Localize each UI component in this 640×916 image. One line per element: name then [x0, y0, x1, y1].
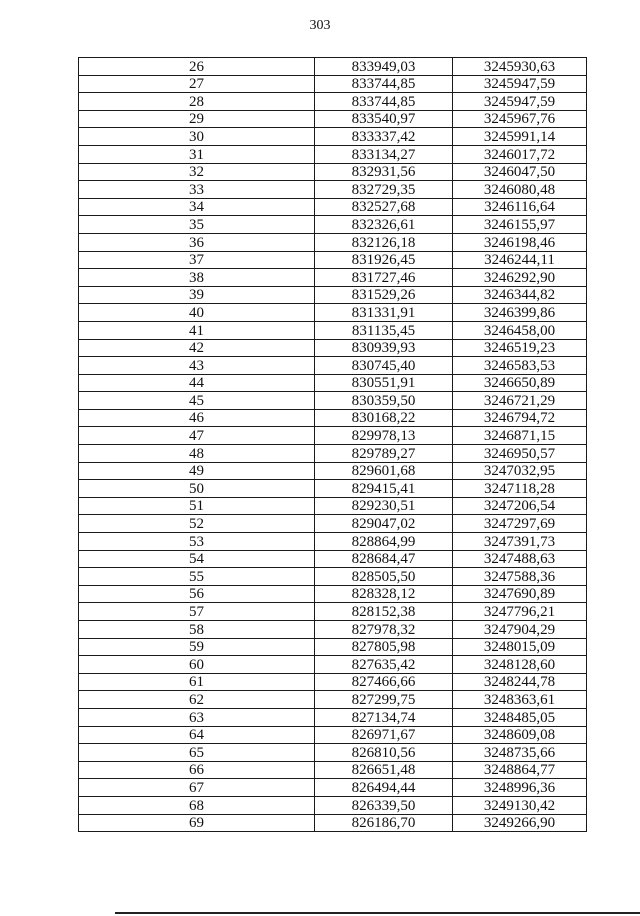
x-coordinate-cell: 828328,12: [315, 585, 453, 603]
y-coordinate-cell: 3245947,59: [453, 75, 587, 93]
y-coordinate-cell: 3246650,89: [453, 374, 587, 392]
y-coordinate-cell: 3247588,36: [453, 568, 587, 586]
y-coordinate-cell: 3246519,23: [453, 339, 587, 357]
table-row: [79, 585, 587, 603]
table-row: [79, 656, 587, 674]
y-coordinate-cell: 3248244,78: [453, 673, 587, 691]
point-number-cell: 66: [79, 761, 315, 779]
table-row: [79, 304, 587, 322]
x-coordinate-cell: 831727,46: [315, 269, 453, 287]
point-number-cell: 33: [79, 181, 315, 199]
point-number-cell: 57: [79, 603, 315, 621]
x-coordinate-cell: 831926,45: [315, 251, 453, 269]
x-coordinate-cell: 828864,99: [315, 533, 453, 551]
table-row: [79, 814, 587, 832]
table-row: [79, 744, 587, 762]
table-row: [79, 75, 587, 93]
y-coordinate-cell: 3248996,36: [453, 779, 587, 797]
point-number-cell: 63: [79, 708, 315, 726]
y-coordinate-cell: 3246047,50: [453, 163, 587, 181]
table-row: [79, 779, 587, 797]
x-coordinate-cell: 833134,27: [315, 145, 453, 163]
x-coordinate-cell: 832326,61: [315, 216, 453, 234]
point-number-cell: 48: [79, 445, 315, 463]
y-coordinate-cell: 3245991,14: [453, 128, 587, 146]
x-coordinate-cell: 829047,02: [315, 515, 453, 533]
y-coordinate-cell: 3248015,09: [453, 638, 587, 656]
point-number-cell: 64: [79, 726, 315, 744]
y-coordinate-cell: 3247488,63: [453, 550, 587, 568]
x-coordinate-cell: 827466,66: [315, 673, 453, 691]
table-row: [79, 409, 587, 427]
table-row: [79, 128, 587, 146]
table-row: [79, 286, 587, 304]
point-number-cell: 47: [79, 427, 315, 445]
page-number: 303: [309, 18, 331, 33]
y-coordinate-cell: 3246017,72: [453, 145, 587, 163]
point-number-cell: 52: [79, 515, 315, 533]
table-row: [79, 603, 587, 621]
table-row: [79, 357, 587, 375]
y-coordinate-cell: 3246458,00: [453, 321, 587, 339]
point-number-cell: 36: [79, 233, 315, 251]
x-coordinate-cell: 833744,85: [315, 93, 453, 111]
x-coordinate-cell: 828684,47: [315, 550, 453, 568]
y-coordinate-cell: 3247796,21: [453, 603, 587, 621]
table-row: [79, 480, 587, 498]
table-row: [79, 233, 587, 251]
y-coordinate-cell: 3246116,64: [453, 198, 587, 216]
table-row: [79, 93, 587, 111]
y-coordinate-cell: 3246155,97: [453, 216, 587, 234]
point-number-cell: 32: [79, 163, 315, 181]
x-coordinate-cell: 829601,68: [315, 462, 453, 480]
x-coordinate-cell: 830359,50: [315, 392, 453, 410]
x-coordinate-cell: 830551,91: [315, 374, 453, 392]
point-number-cell: 42: [79, 339, 315, 357]
point-number-cell: 56: [79, 585, 315, 603]
y-coordinate-cell: 3247206,54: [453, 497, 587, 515]
point-number-cell: 38: [79, 269, 315, 287]
x-coordinate-cell: 830939,93: [315, 339, 453, 357]
y-coordinate-cell: 3247904,29: [453, 621, 587, 639]
coordinates-table-body: [79, 58, 587, 832]
y-coordinate-cell: 3249266,90: [453, 814, 587, 832]
point-number-cell: 67: [79, 779, 315, 797]
table-row: [79, 269, 587, 287]
x-coordinate-cell: 826810,56: [315, 744, 453, 762]
table-row: [79, 673, 587, 691]
y-coordinate-cell: 3246721,29: [453, 392, 587, 410]
x-coordinate-cell: 827635,42: [315, 656, 453, 674]
y-coordinate-cell: 3248128,60: [453, 656, 587, 674]
y-coordinate-cell: 3247118,28: [453, 480, 587, 498]
table-row: [79, 638, 587, 656]
x-coordinate-cell: 829415,41: [315, 480, 453, 498]
point-number-cell: 44: [79, 374, 315, 392]
x-coordinate-cell: 826494,44: [315, 779, 453, 797]
y-coordinate-cell: 3249130,42: [453, 796, 587, 814]
table-row: [79, 726, 587, 744]
table-row: [79, 533, 587, 551]
point-number-cell: 50: [79, 480, 315, 498]
coordinates-table: [78, 57, 587, 832]
point-number-cell: 65: [79, 744, 315, 762]
point-number-cell: 61: [79, 673, 315, 691]
point-number-cell: 54: [79, 550, 315, 568]
y-coordinate-cell: 3247032,95: [453, 462, 587, 480]
table-row: [79, 145, 587, 163]
table-row: [79, 550, 587, 568]
table-row: [79, 445, 587, 463]
point-number-cell: 45: [79, 392, 315, 410]
x-coordinate-cell: 829978,13: [315, 427, 453, 445]
y-coordinate-cell: 3248485,05: [453, 708, 587, 726]
table-row: [79, 462, 587, 480]
table-row: [79, 497, 587, 515]
x-coordinate-cell: 832126,18: [315, 233, 453, 251]
point-number-cell: 55: [79, 568, 315, 586]
y-coordinate-cell: 3246950,57: [453, 445, 587, 463]
x-coordinate-cell: 831331,91: [315, 304, 453, 322]
point-number-cell: 60: [79, 656, 315, 674]
y-coordinate-cell: 3246344,82: [453, 286, 587, 304]
table-row: [79, 427, 587, 445]
table-row: [79, 761, 587, 779]
point-number-cell: 41: [79, 321, 315, 339]
point-number-cell: 53: [79, 533, 315, 551]
y-coordinate-cell: 3246871,15: [453, 427, 587, 445]
x-coordinate-cell: 828505,50: [315, 568, 453, 586]
table-row: [79, 515, 587, 533]
x-coordinate-cell: 826651,48: [315, 761, 453, 779]
x-coordinate-cell: 832527,68: [315, 198, 453, 216]
table-row: [79, 691, 587, 709]
table-row: [79, 621, 587, 639]
x-coordinate-cell: 831529,26: [315, 286, 453, 304]
y-coordinate-cell: 3247297,69: [453, 515, 587, 533]
y-coordinate-cell: 3248363,61: [453, 691, 587, 709]
table-row: [79, 110, 587, 128]
x-coordinate-cell: 831135,45: [315, 321, 453, 339]
point-number-cell: 68: [79, 796, 315, 814]
x-coordinate-cell: 826186,70: [315, 814, 453, 832]
point-number-cell: 31: [79, 145, 315, 163]
x-coordinate-cell: 827978,32: [315, 621, 453, 639]
point-number-cell: 58: [79, 621, 315, 639]
x-coordinate-cell: 829789,27: [315, 445, 453, 463]
table-row: [79, 163, 587, 181]
table-row: [79, 568, 587, 586]
table-row: [79, 251, 587, 269]
x-coordinate-cell: 827134,74: [315, 708, 453, 726]
point-number-cell: 59: [79, 638, 315, 656]
y-coordinate-cell: 3246794,72: [453, 409, 587, 427]
table-row: [79, 58, 587, 76]
x-coordinate-cell: 826971,67: [315, 726, 453, 744]
point-number-cell: 34: [79, 198, 315, 216]
point-number-cell: 35: [79, 216, 315, 234]
y-coordinate-cell: 3247391,73: [453, 533, 587, 551]
point-number-cell: 30: [79, 128, 315, 146]
table-row: [79, 796, 587, 814]
point-number-cell: 28: [79, 93, 315, 111]
y-coordinate-cell: 3245967,76: [453, 110, 587, 128]
x-coordinate-cell: 829230,51: [315, 497, 453, 515]
point-number-cell: 40: [79, 304, 315, 322]
point-number-cell: 26: [79, 58, 315, 76]
x-coordinate-cell: 833337,42: [315, 128, 453, 146]
point-number-cell: 69: [79, 814, 315, 832]
y-coordinate-cell: 3248609,08: [453, 726, 587, 744]
point-number-cell: 62: [79, 691, 315, 709]
point-number-cell: 43: [79, 357, 315, 375]
y-coordinate-cell: 3246244,11: [453, 251, 587, 269]
x-coordinate-cell: 833744,85: [315, 75, 453, 93]
y-coordinate-cell: 3246198,46: [453, 233, 587, 251]
table-row: [79, 708, 587, 726]
point-number-cell: 39: [79, 286, 315, 304]
y-coordinate-cell: 3248735,66: [453, 744, 587, 762]
table-row: [79, 181, 587, 199]
point-number-cell: 46: [79, 409, 315, 427]
point-number-cell: 51: [79, 497, 315, 515]
table-row: [79, 198, 587, 216]
bottom-edge-rule: [115, 912, 640, 914]
x-coordinate-cell: 832931,56: [315, 163, 453, 181]
x-coordinate-cell: 826339,50: [315, 796, 453, 814]
point-number-cell: 37: [79, 251, 315, 269]
y-coordinate-cell: 3246080,48: [453, 181, 587, 199]
x-coordinate-cell: 830745,40: [315, 357, 453, 375]
table-row: [79, 321, 587, 339]
x-coordinate-cell: 833540,97: [315, 110, 453, 128]
x-coordinate-cell: 827299,75: [315, 691, 453, 709]
point-number-cell: 27: [79, 75, 315, 93]
y-coordinate-cell: 3245930,63: [453, 58, 587, 76]
y-coordinate-cell: 3246583,53: [453, 357, 587, 375]
y-coordinate-cell: 3245947,59: [453, 93, 587, 111]
table-row: [79, 339, 587, 357]
x-coordinate-cell: 827805,98: [315, 638, 453, 656]
y-coordinate-cell: 3248864,77: [453, 761, 587, 779]
table-row: [79, 392, 587, 410]
point-number-cell: 49: [79, 462, 315, 480]
table-row: [79, 216, 587, 234]
x-coordinate-cell: 828152,38: [315, 603, 453, 621]
y-coordinate-cell: 3247690,89: [453, 585, 587, 603]
y-coordinate-cell: 3246292,90: [453, 269, 587, 287]
x-coordinate-cell: 832729,35: [315, 181, 453, 199]
x-coordinate-cell: 830168,22: [315, 409, 453, 427]
table-row: [79, 374, 587, 392]
point-number-cell: 29: [79, 110, 315, 128]
y-coordinate-cell: 3246399,86: [453, 304, 587, 322]
x-coordinate-cell: 833949,03: [315, 58, 453, 76]
